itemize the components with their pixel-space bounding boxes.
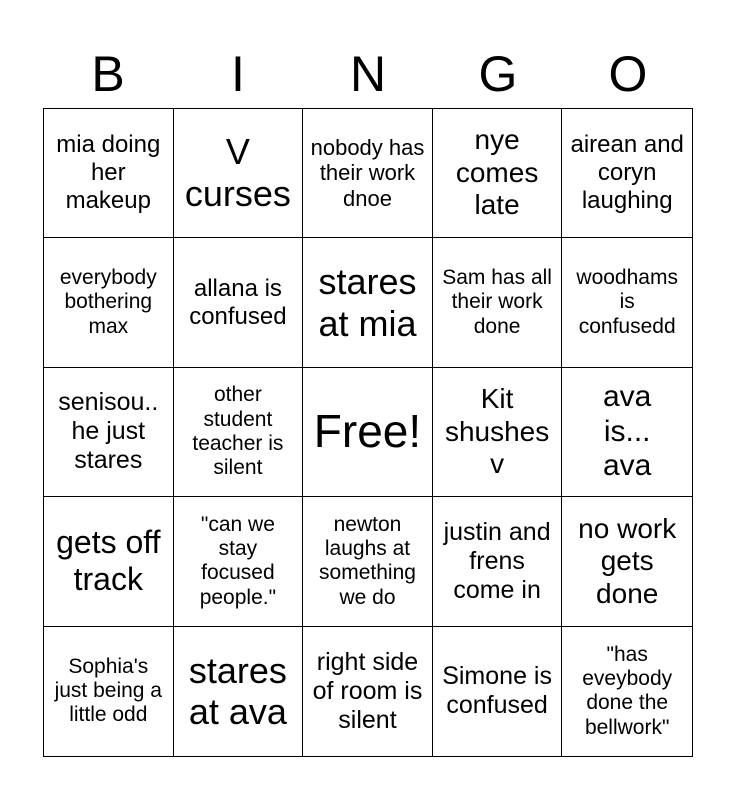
cell-text: Sam has all their work done	[442, 266, 552, 338]
bingo-cell[interactable]	[303, 627, 433, 756]
bingo-cell[interactable]	[174, 238, 304, 367]
cell-text: "can we stay focused people."	[199, 512, 277, 609]
cell-text: mia doing her makeup	[56, 131, 161, 215]
cell-text: "has eveybody done the bellwork"	[582, 642, 673, 739]
bingo-cell[interactable]	[44, 497, 174, 626]
bingo-cell[interactable]	[44, 238, 174, 367]
header-letter-n: N	[349, 46, 387, 102]
bingo-cell[interactable]	[303, 238, 433, 367]
cell-text: justin and frens come in	[443, 517, 551, 604]
bingo-cell[interactable]	[433, 109, 563, 238]
cell-text: airean and coryn laughing	[570, 131, 684, 215]
cell-text: senisou.. he just stares	[58, 388, 159, 475]
header-letter-b: B	[91, 46, 125, 102]
cell-text: stares at ava	[188, 649, 287, 733]
bingo-cell[interactable]	[303, 109, 433, 238]
bingo-cell[interactable]	[433, 497, 563, 626]
bingo-cell free-space[interactable]	[303, 368, 433, 497]
header-letter-g: G	[478, 46, 518, 102]
bingo-cell[interactable]	[174, 627, 304, 756]
bingo-cell[interactable]	[44, 627, 174, 756]
bingo-cell[interactable]	[303, 497, 433, 626]
bingo-cell[interactable]	[433, 368, 563, 497]
cell-text: Sophia's just being a little odd	[54, 654, 162, 727]
bingo-cell[interactable]	[174, 368, 304, 497]
bingo-cell[interactable]	[433, 627, 563, 756]
cell-text: V curses	[184, 131, 291, 215]
bingo-cell[interactable]	[562, 368, 692, 497]
cell-text: stares at mia	[318, 260, 417, 344]
cell-text: newton laughs at something we do	[319, 512, 416, 609]
bingo-board	[43, 108, 693, 757]
cell-text: nye comes late	[455, 124, 539, 221]
bingo-cell[interactable]	[562, 238, 692, 367]
cell-text: allana is confused	[189, 274, 287, 330]
cell-text: ava is... ava	[603, 379, 652, 483]
cell-text: Free!	[313, 405, 422, 458]
bingo-cell[interactable]	[174, 497, 304, 626]
bingo-cell[interactable]	[44, 109, 174, 238]
bingo-cell[interactable]	[433, 238, 563, 367]
cell-text: nobody has their work dnoe	[310, 134, 425, 211]
cell-text: right side of room is silent	[312, 647, 423, 734]
bingo-header	[43, 40, 693, 108]
bingo-cell[interactable]	[174, 109, 304, 238]
cell-text: woodhams is confusedd	[576, 266, 678, 338]
cell-text: other student teacher is silent	[192, 383, 284, 480]
bingo-cell[interactable]	[562, 497, 692, 626]
bingo-cell[interactable]	[562, 627, 692, 756]
cell-text: everybody bothering max	[59, 266, 157, 338]
bingo-cell[interactable]	[44, 368, 174, 497]
cell-text: Kit shushes v	[444, 383, 550, 480]
header-letter-i: I	[231, 46, 245, 102]
cell-text: Simone is confused	[442, 662, 552, 720]
cell-text: no work gets done	[578, 512, 677, 609]
header-letter-o: O	[608, 46, 648, 102]
bingo-cell[interactable]	[562, 109, 692, 238]
cell-text: gets off track	[56, 524, 161, 598]
